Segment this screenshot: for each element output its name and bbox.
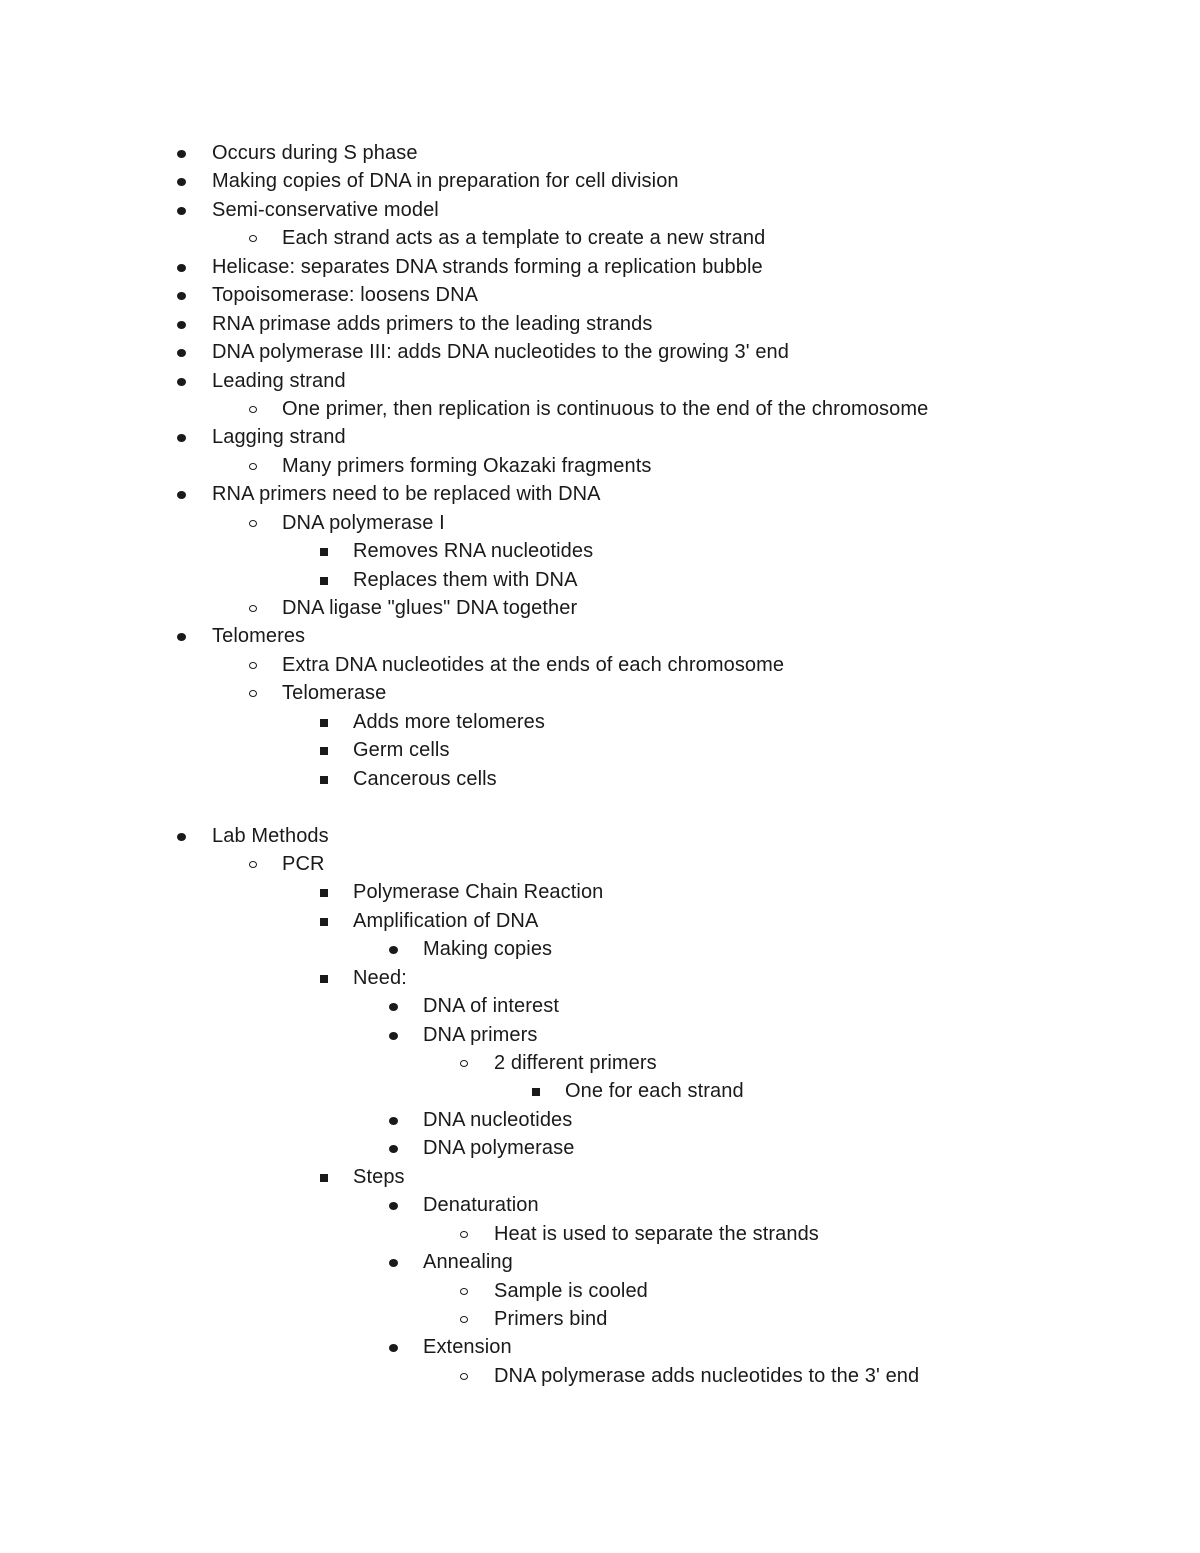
bullet-disc-icon [168, 167, 198, 195]
list-item [0, 253, 1200, 281]
bullet-disc-icon [168, 423, 198, 451]
bullet-circle-icon [451, 1220, 481, 1248]
bullet-circle-icon [240, 594, 270, 622]
list-item-text: Amplification of DNA [353, 909, 539, 932]
list-item-text: Replaces them with DNA [353, 568, 578, 591]
list-item-text: DNA primers [423, 1023, 538, 1046]
bullet-circle-icon [240, 452, 270, 480]
list-item [0, 736, 1200, 764]
bullet-disc-icon [168, 480, 198, 508]
list-item-text: DNA polymerase I [282, 511, 445, 534]
bullet-square-icon [309, 537, 339, 565]
bullet-square-icon [521, 1077, 551, 1105]
bullet-disc-icon [380, 1106, 410, 1134]
bullet-circle-icon [240, 509, 270, 537]
list-item [0, 367, 1200, 395]
list-item [0, 1163, 1200, 1191]
list-item [0, 1333, 1200, 1361]
list-item-text: Leading strand [212, 369, 346, 392]
bullet-square-icon [309, 708, 339, 736]
list-item [0, 1362, 1200, 1390]
list-item-text: RNA primers need to be replaced with DNA [212, 483, 601, 506]
list-item [0, 708, 1200, 736]
bullet-square-icon [309, 907, 339, 935]
list-item-text: Extension [423, 1336, 512, 1359]
bullet-circle-icon [240, 679, 270, 707]
list-item-text: Annealing [423, 1251, 513, 1274]
list-item-text: DNA polymerase [423, 1137, 575, 1160]
list-item-text: Each strand acts as a template to create a new strand [282, 227, 766, 250]
list-item-text: Heat is used to separate the strands [494, 1222, 819, 1245]
bullet-square-icon [309, 1163, 339, 1191]
list-item [0, 423, 1200, 451]
list-item [0, 537, 1200, 565]
list-item-text: One for each strand [565, 1080, 744, 1103]
list-item-text: DNA of interest [423, 995, 560, 1018]
list-item-text: Denaturation [423, 1194, 539, 1217]
list-item [0, 1021, 1200, 1049]
bullet-disc-icon [168, 196, 198, 224]
bullet-circle-icon [240, 395, 270, 423]
bullet-disc-icon [380, 1191, 410, 1219]
list-item [0, 139, 1200, 167]
list-item-text: One primer, then replication is continuous to the end of the chromosome [282, 397, 929, 420]
list-item-text: DNA polymerase adds nucleotides to the 3' end [494, 1364, 920, 1387]
list-item-text: Germ cells [353, 739, 450, 762]
bullet-disc-icon [168, 338, 198, 366]
list-item-text: Polymerase Chain Reaction [353, 881, 604, 904]
bullet-disc-icon [168, 281, 198, 309]
list-item-text: Need: [353, 966, 407, 989]
list-item [0, 1106, 1200, 1134]
list-item [0, 651, 1200, 679]
list-item-text: DNA polymerase III: adds DNA nucleotides to the growing 3' end [212, 341, 790, 364]
list-item-text: Telomerase [282, 682, 387, 705]
list-item [0, 196, 1200, 224]
bullet-disc-icon [380, 1333, 410, 1361]
list-item-text: Telomeres [212, 625, 306, 648]
list-item [0, 1248, 1200, 1276]
list-item-text: Steps [353, 1165, 405, 1188]
list-item-text: Many primers forming Okazaki fragments [282, 454, 652, 477]
list-item-text: Cancerous cells [353, 767, 497, 790]
list-item [0, 338, 1200, 366]
bullet-square-icon [309, 566, 339, 594]
bullet-disc-icon [168, 822, 198, 850]
list-item-text: Semi-conservative model [212, 198, 439, 221]
list-item [0, 765, 1200, 793]
list-item-text: Primers bind [494, 1307, 608, 1330]
list-item [0, 878, 1200, 906]
list-item-text: Helicase: separates DNA strands forming a replication bubble [212, 255, 763, 278]
list-item-text: Sample is cooled [494, 1279, 648, 1302]
list-item [0, 1134, 1200, 1162]
list-item-text: RNA primase adds primers to the leading strands [212, 312, 653, 335]
list-item [0, 594, 1200, 622]
bullet-circle-icon [451, 1305, 481, 1333]
list-item-text: Occurs during S phase [212, 142, 418, 164]
list-item [0, 907, 1200, 935]
bullet-circle-icon [240, 651, 270, 679]
list-item [0, 679, 1200, 707]
bullet-square-icon [309, 878, 339, 906]
bullet-disc-icon [380, 992, 410, 1020]
bullet-disc-icon [168, 139, 198, 167]
bullet-circle-icon [451, 1049, 481, 1077]
bullet-circle-icon [240, 224, 270, 252]
list-item [0, 395, 1200, 423]
list-item [0, 1305, 1200, 1333]
list-item [0, 622, 1200, 650]
bullet-disc-icon [380, 1021, 410, 1049]
bullet-square-icon [309, 964, 339, 992]
bullet-square-icon [309, 736, 339, 764]
bullet-disc-icon [168, 310, 198, 338]
list-item [0, 822, 1200, 850]
bullet-disc-icon [380, 1134, 410, 1162]
bullet-disc-icon [168, 367, 198, 395]
bullet-disc-icon [168, 253, 198, 281]
list-item-text: DNA nucleotides [423, 1108, 573, 1131]
bullet-circle-icon [451, 1277, 481, 1305]
list-item-text: Extra DNA nucleotides at the ends of each chromosome [282, 653, 785, 676]
list-item [0, 224, 1200, 252]
list-item-text: Removes RNA nucleotides [353, 540, 594, 563]
list-item [0, 452, 1200, 480]
list-item [0, 935, 1200, 963]
list-item [0, 992, 1200, 1020]
list-item [0, 281, 1200, 309]
list-item [0, 1220, 1200, 1248]
list-item-text: 2 different primers [494, 1052, 657, 1074]
list-item-text: DNA ligase "glues" DNA together [282, 597, 578, 619]
list-item [0, 850, 1200, 878]
list-item [0, 964, 1200, 992]
list-item-text: Making copies of DNA in preparation for cell division [212, 170, 679, 193]
list-item-text: Lagging strand [212, 426, 346, 449]
list-item [0, 1049, 1200, 1077]
list-item-text: PCR [282, 852, 325, 875]
bullet-disc-icon [380, 935, 410, 963]
list-item-text: Topoisomerase: loosens DNA [212, 284, 479, 307]
list-item [0, 167, 1200, 195]
list-item [0, 509, 1200, 537]
list-item-text: Making copies [423, 938, 553, 961]
document-page [0, 139, 1200, 1390]
list-item [0, 1277, 1200, 1305]
list-item [0, 1077, 1200, 1105]
bullet-disc-icon [380, 1248, 410, 1276]
list-item [0, 566, 1200, 594]
list-item [0, 480, 1200, 508]
list-item [0, 1191, 1200, 1219]
list-item-text: Lab Methods [212, 824, 329, 847]
blank-line [0, 793, 1200, 821]
bullet-disc-icon [168, 622, 198, 650]
bullet-circle-icon [451, 1362, 481, 1390]
bullet-square-icon [309, 765, 339, 793]
list-item-text: Adds more telomeres [353, 710, 545, 733]
bullet-circle-icon [240, 850, 270, 878]
list-item [0, 310, 1200, 338]
